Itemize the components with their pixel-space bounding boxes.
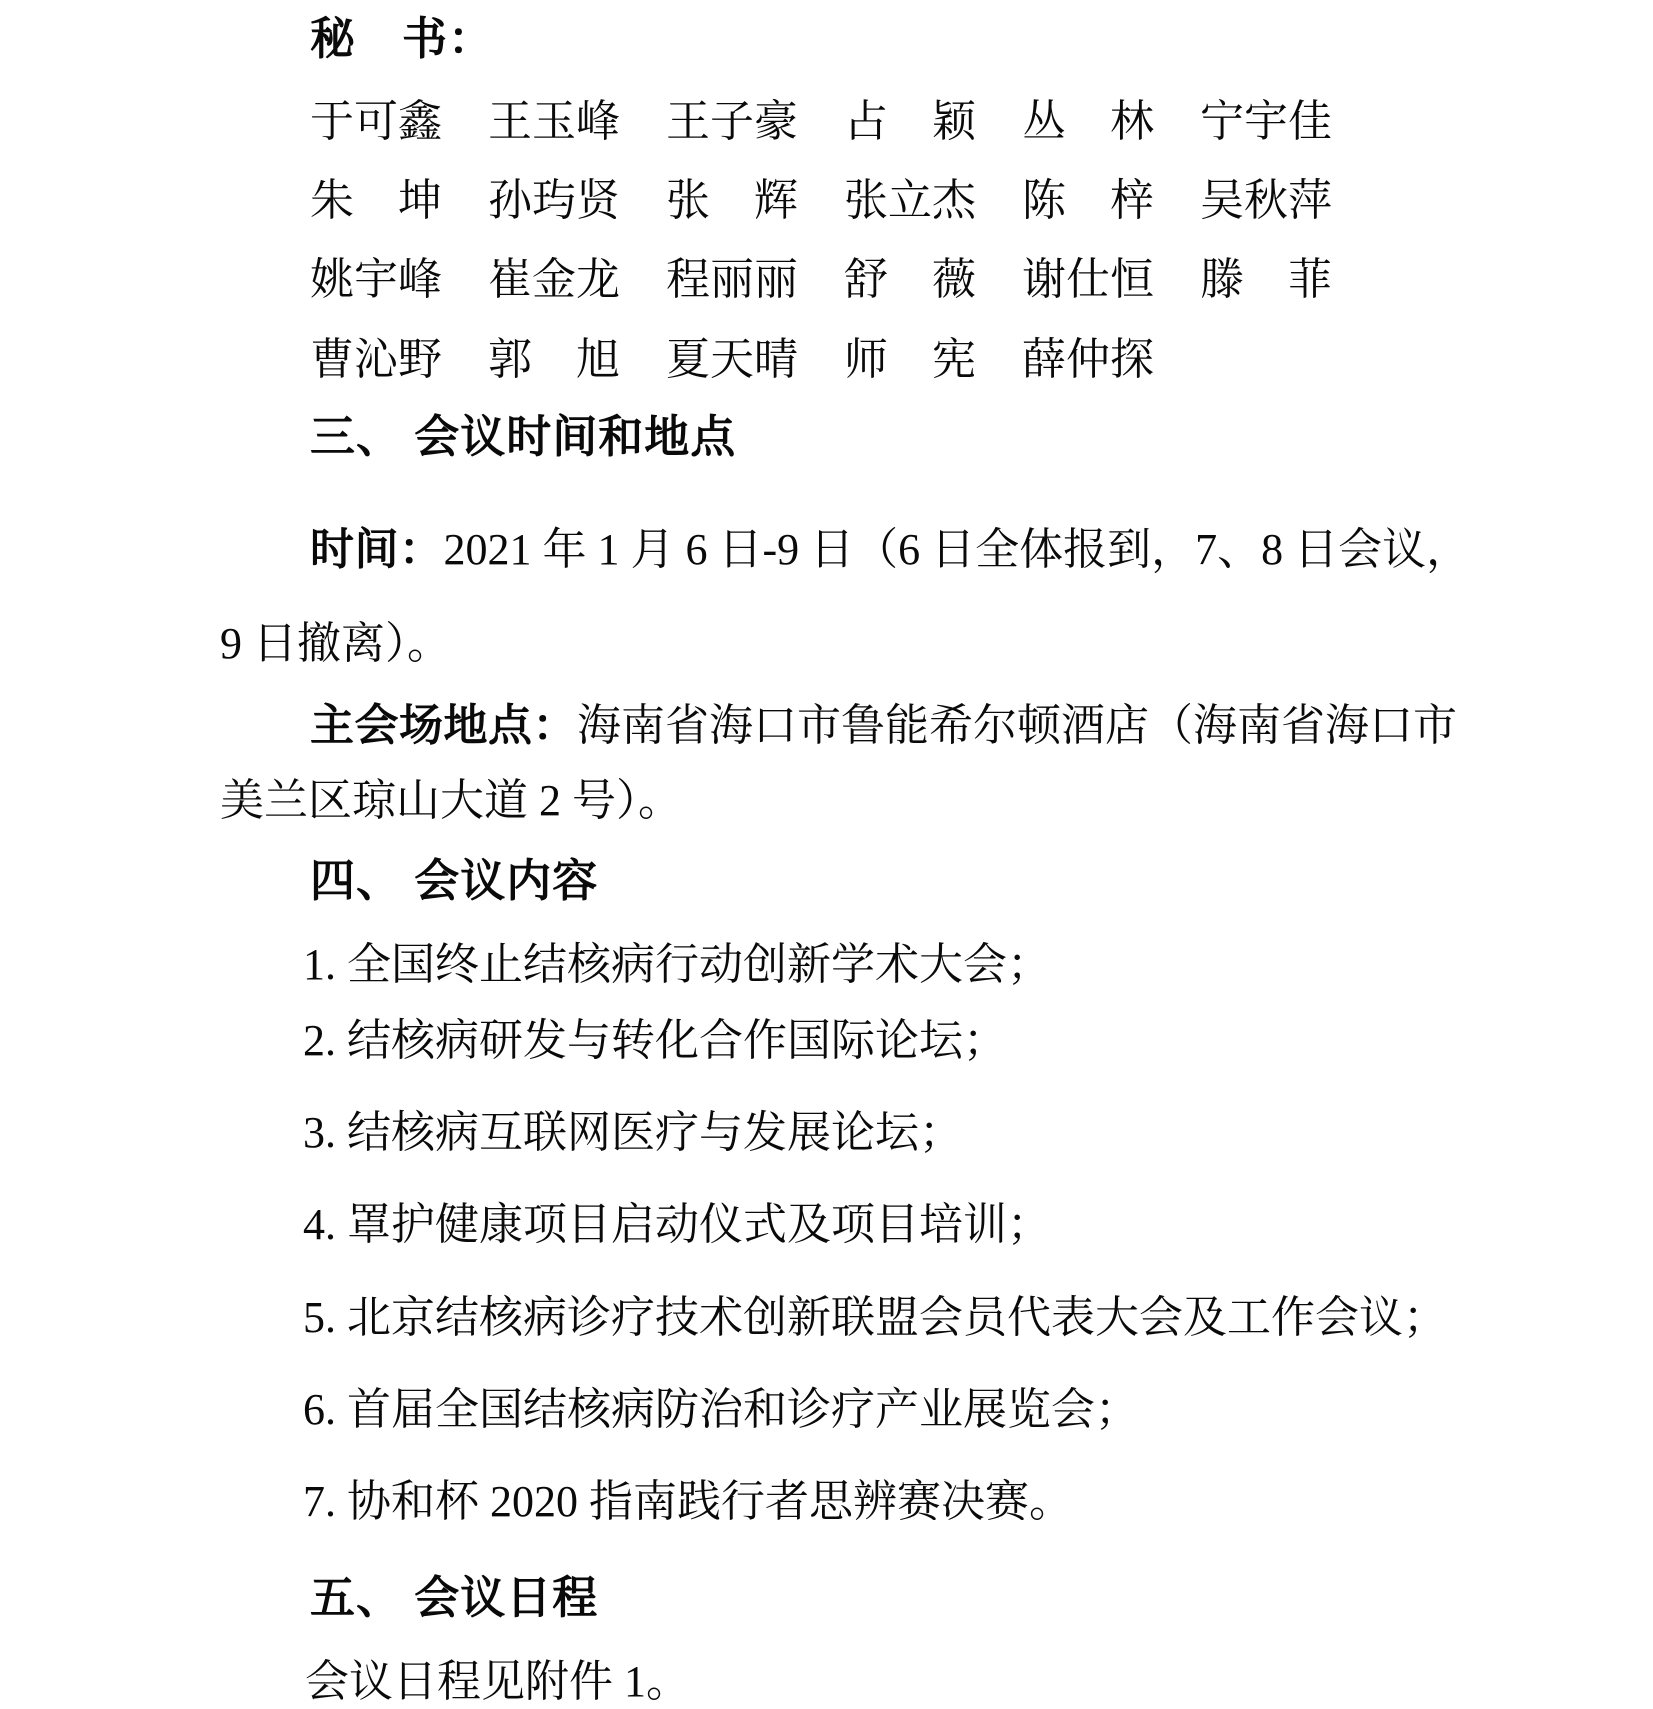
secretary-names-row-3 bbox=[310, 253, 1332, 307]
secretary-name: 郭 旭 bbox=[488, 335, 620, 384]
agenda-item: 5. 北京结核病诊疗技术创新联盟会员代表大会及工作会议； bbox=[303, 1293, 1447, 1342]
schedule-reference-line: 会议日程见附件 1。 bbox=[305, 1657, 690, 1706]
secretary-name: 夏天晴 bbox=[666, 335, 798, 384]
secretary-name: 舒 薇 bbox=[844, 255, 976, 304]
secretary-names-row-2 bbox=[310, 174, 1332, 228]
venue-label: 主会场地点： bbox=[310, 701, 577, 750]
secretary-label: 秘 书： bbox=[310, 14, 495, 64]
agenda-item: 1. 全国终止结核病行动创新学术大会； bbox=[303, 940, 1051, 989]
secretary-name: 于可鑫 bbox=[310, 97, 442, 146]
secretary-name: 滕 菲 bbox=[1200, 255, 1332, 304]
secretary-name: 朱 坤 bbox=[310, 176, 442, 225]
secretary-name: 占 颖 bbox=[844, 97, 976, 146]
secretary-name: 崔金龙 bbox=[488, 255, 620, 304]
section-heading-content: 四、 会议内容 bbox=[310, 856, 599, 906]
venue-value: 海南省海口市鲁能希尔顿酒店（海南省海口市 bbox=[577, 701, 1457, 750]
secretary-name: 丛 林 bbox=[1022, 97, 1154, 146]
secretary-name: 陈 梓 bbox=[1022, 176, 1154, 225]
agenda-item: 2. 结核病研发与转化合作国际论坛； bbox=[303, 1016, 1007, 1065]
secretary-names-row-1 bbox=[310, 95, 1332, 149]
secretary-name: 孙玙贤 bbox=[488, 176, 620, 225]
agenda-item: 4. 罩护健康项目启动仪式及项目培训； bbox=[303, 1200, 1051, 1249]
secretary-names-row-4 bbox=[310, 333, 1154, 387]
meeting-time-line bbox=[310, 523, 1470, 577]
secretary-name: 程丽丽 bbox=[666, 255, 798, 304]
secretary-name: 宁宇佳 bbox=[1200, 97, 1332, 146]
secretary-name: 曹沁野 bbox=[310, 335, 442, 384]
meeting-time-wrap-line: 9 日撤离）。 bbox=[220, 619, 451, 668]
secretary-name: 谢仕恒 bbox=[1022, 255, 1154, 304]
venue-line bbox=[310, 699, 1457, 753]
secretary-name: 吴秋萍 bbox=[1200, 176, 1332, 225]
secretary-name: 姚宇峰 bbox=[310, 255, 442, 304]
agenda-item: 3. 结核病互联网医疗与发展论坛； bbox=[303, 1108, 963, 1157]
secretary-name: 薛仲探 bbox=[1022, 335, 1154, 384]
secretary-name: 王玉峰 bbox=[488, 97, 620, 146]
time-value: 2021 年 1 月 6 日-9 日（6 日全体报到，7、8 日会议， bbox=[443, 525, 1471, 574]
secretary-name: 王子豪 bbox=[666, 97, 798, 146]
secretary-name: 张立杰 bbox=[844, 176, 976, 225]
secretary-name: 师 宪 bbox=[844, 335, 976, 384]
section-heading-time-location: 三、 会议时间和地点 bbox=[310, 412, 737, 462]
venue-wrap-line: 美兰区琼山大道 2 号）。 bbox=[220, 776, 682, 825]
secretary-name: 张 辉 bbox=[666, 176, 798, 225]
agenda-item: 6. 首届全国结核病防治和诊疗产业展览会； bbox=[303, 1385, 1139, 1434]
time-label: 时间： bbox=[310, 525, 444, 574]
section-heading-schedule: 五、 会议日程 bbox=[310, 1573, 599, 1623]
agenda-item: 7. 协和杯 2020 指南践行者思辨赛决赛。 bbox=[303, 1477, 1073, 1526]
